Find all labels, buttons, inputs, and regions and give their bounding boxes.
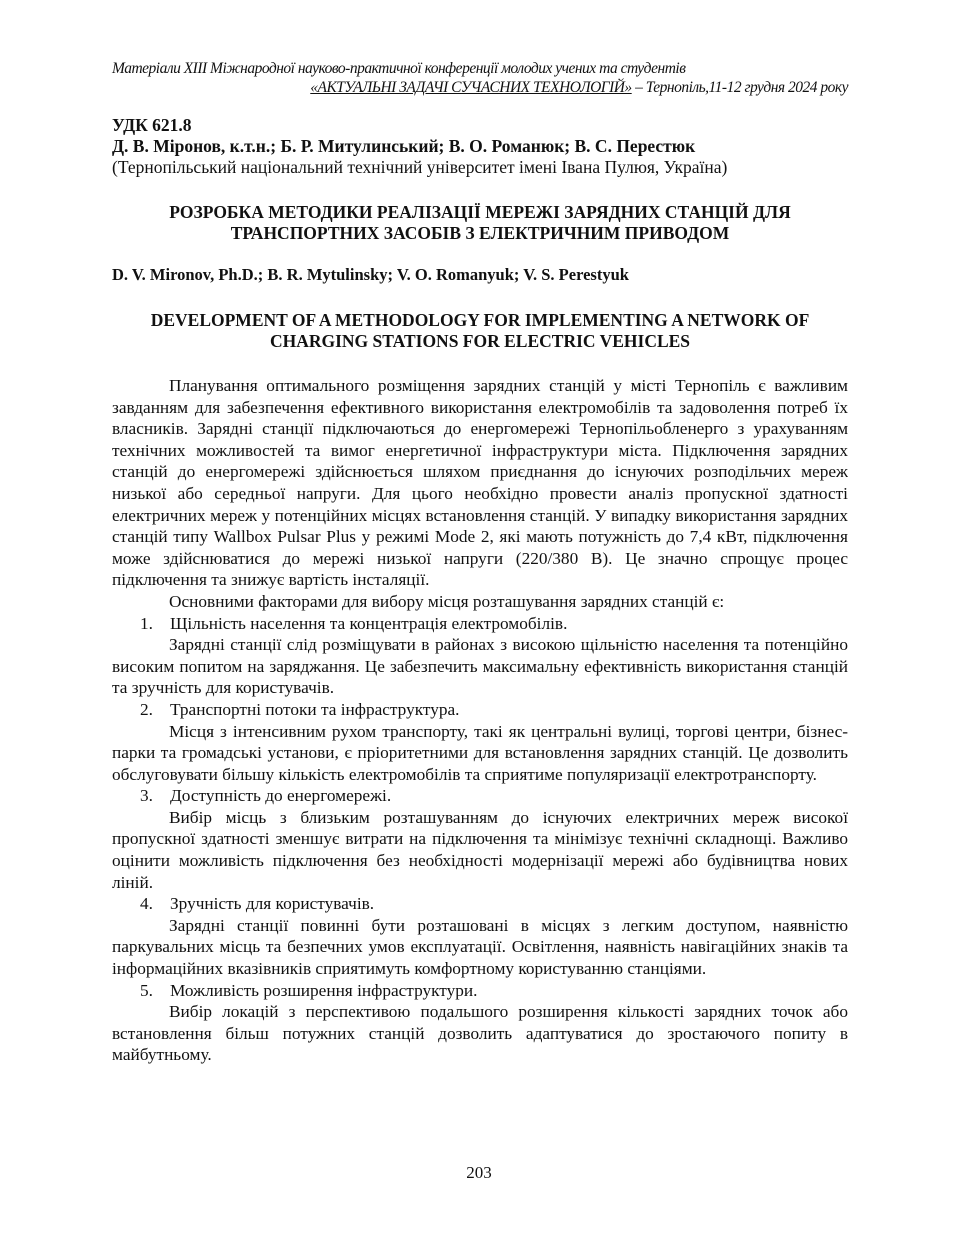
list-item	[112, 699, 848, 721]
title-ua-line2: ТРАНСПОРТНИХ ЗАСОБІВ З ЕЛЕКТРИЧНИМ ПРИВОДОМ	[230, 223, 730, 243]
list-item	[112, 980, 848, 1002]
title-en-line1: DEVELOPMENT OF A METHODOLOGY FOR IMPLEMENTING A NETWORK OF	[150, 310, 810, 330]
authors-ua: Д. В. Міронов, к.т.н.; Б. Р. Митулинський; В. О. Романюк; В. С. Перестюк	[112, 136, 696, 156]
conference-place-date: – Тернопіль,11-12 грудня 2024 року	[631, 79, 848, 96]
article-meta	[112, 115, 848, 178]
article-body	[112, 375, 848, 1066]
title-en-line2: CHARGING STATIONS FOR ELECTRIC VEHICLES	[269, 331, 691, 351]
list-item	[112, 893, 848, 915]
list-item-text: Зарядні станції слід розміщувати в районах з високою щільністю населення та потенційно високим попитом на заряджання. Це забезпечить максимальну ефективність використання станцій та зручність для користувачів.	[112, 635, 848, 698]
list-item-heading: Можливість розширення інфраструктури.	[170, 980, 478, 1000]
list-item-text: Місця з інтенсивним рухом транспорту, такі як центральні вулиці, торгові центри, бізнес-парки та громадські установи, є пріоритетними для встановлення зарядних станцій. Це дозволить обслуговувати більшу кількість електромобілів та сприятиме популяризації електротранспорту.	[112, 721, 848, 784]
title-ua	[112, 202, 848, 244]
authors-en: D. V. Mironov, Ph.D.; B. R. Mytulinsky; V. O. Romanyuk; V. S. Perestyuk	[112, 265, 629, 284]
list-item	[112, 613, 848, 635]
list-item-text: Зарядні станції повинні бути розташовані в місцях з легким доступом, наявністю паркувальних місць та безпечних умов експлуатації. Освітлення, наявність навігаційних знаків та інформаційних вказівників сприятимуть комфортному користуванню станціями.	[112, 915, 848, 979]
list-item	[112, 785, 848, 807]
list-item-heading: Доступність до енергомережі.	[170, 786, 392, 806]
list-item-number: 4.	[140, 894, 153, 914]
page-number: 203	[466, 1163, 492, 1182]
udc-code: УДК 621.8	[112, 115, 192, 135]
title-ua-line1: РОЗРОБКА МЕТОДИКИ РЕАЛІЗАЦІЇ МЕРЕЖІ ЗАРЯДНИХ СТАНЦІЙ ДЛЯ	[169, 202, 791, 222]
list-item-heading: Щільність населення та концентрація електромобілів.	[170, 613, 568, 633]
list-item-number: 1.	[140, 613, 153, 633]
running-header-line2	[112, 78, 848, 97]
list-item-heading: Транспортні потоки та інфраструктура.	[170, 699, 460, 719]
title-en	[112, 310, 848, 352]
factors-lead: Основними факторами для вибору місця розташування зарядних станцій є:	[169, 591, 725, 611]
list-item-number: 5.	[140, 980, 153, 1000]
conference-name: «АКТУАЛЬНІ ЗАДАЧІ СУЧАСНИХ ТЕХНОЛОГІЙ»	[310, 79, 632, 96]
list-item-number: 2.	[140, 699, 153, 719]
affiliation: (Тернопільський національний технічний університет імені Івана Пулюя, Україна)	[112, 157, 728, 177]
list-item-text: Вибір локацій з перспективою подальшого розширення кількості зарядних точок або встановлення більш потужних станцій дозволить адаптуватися до зростаючого попиту в майбутньому.	[112, 1002, 848, 1065]
running-header-line1: Матеріали XIII Міжнародної науково-практичної конференції молодих учених та студентів	[112, 60, 686, 77]
running-header	[112, 59, 848, 97]
list-item-text: Вибір місць з близьким розташуванням до існуючих електричних мереж високої пропускної здатності зменшує витрати на підключення та мінімізує технічні складнощі. Важливо оцінити можливість підключення без необхідності модернізації мережі або будівництва нових ліній.	[112, 807, 848, 892]
list-item-heading: Зручність для користувачів.	[170, 894, 375, 914]
intro-paragraph: Планування оптимального розміщення зарядних станцій у місті Тернопіль є важливим завданням для забезпечення ефективного використання електромобілів та задоволення потреб їх власників. Зарядні станції підключаються до енергомережі Тернопільобленерго з урахуванням технічних можливостей та вимог енергетичної інфраструктури міста. Підключення зарядних станцій до енергомережі здійснюється шляхом приєднання до існуючих розподільчих мереж низької або середньої напруги. Для цього необхідно провести аналіз пропускної здатності електричних мереж у потенційних місцях встановлення станцій. У випадку використання зарядних станцій типу Wallbox Pulsar Plus у режимі Mode 2, які мають потужність до 7,4 кВт, підключення може здійснюватися до мережі низької напруги (220/380 В). Це значно спрощує процес підключення та знижує вартість інсталяції.	[112, 376, 848, 590]
list-item-number: 3.	[140, 786, 153, 806]
